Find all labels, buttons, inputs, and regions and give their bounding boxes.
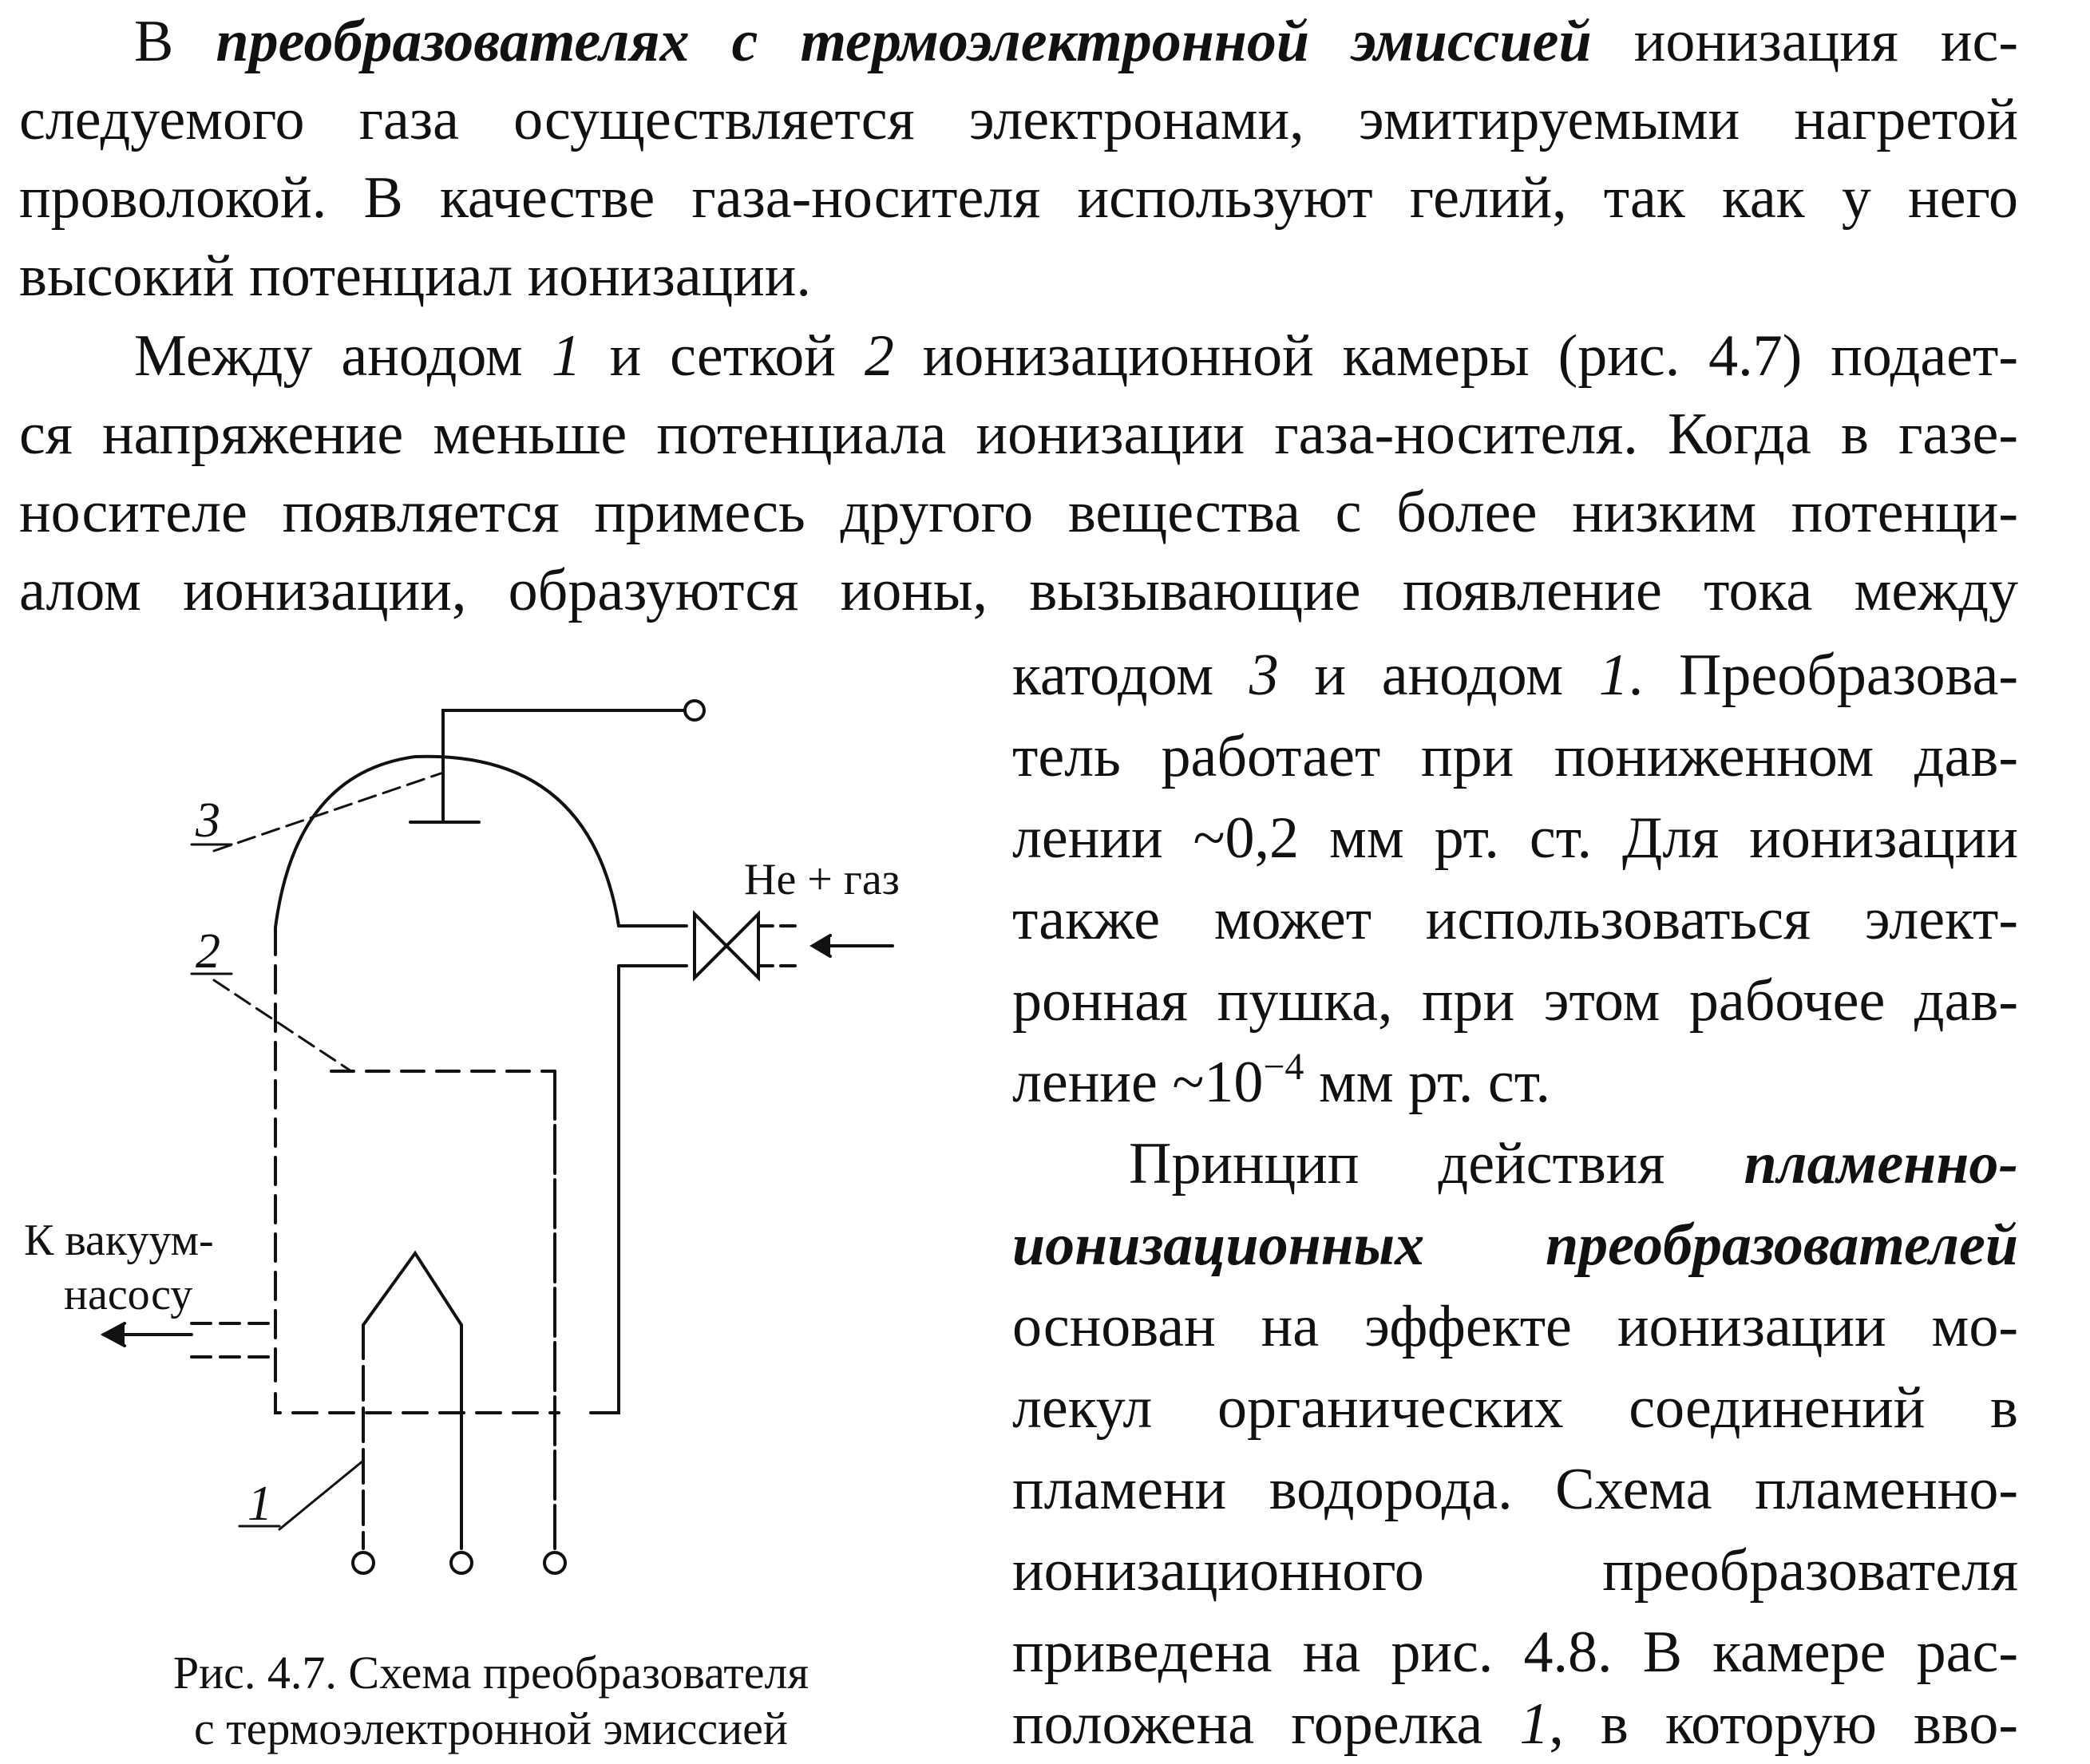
inlet-arrow-head — [813, 935, 830, 956]
p3-line-6: ионизационного преобразователя — [1012, 1538, 2018, 1604]
chamber-left-wall-lower — [275, 1357, 559, 1413]
p2-line-7: лении ~0,2 мм рт. ст. Для ионизации — [1012, 805, 2018, 871]
outlet-label-1: К вакуум- — [24, 1216, 214, 1265]
cathode-plate — [410, 756, 479, 822]
p2-line-2: ся напряжение меньше потенциала ионизации газа-носителя. Когда в газе- — [19, 401, 2018, 467]
p2-line-5: катодом 3 и анодом 1. Преобразова- — [1012, 643, 2018, 708]
p3-line-3: основан на эффекте ионизации мо- — [1012, 1294, 2018, 1359]
anode-terminal-right — [451, 1552, 472, 1573]
anode-filament — [363, 1253, 461, 1325]
p3-line-8: положена горелка 1, в которую вво- — [1012, 1691, 2018, 1757]
cathode-lead — [443, 710, 687, 756]
p3-line-2: ионизационных преобразователей — [1012, 1212, 2018, 1278]
label-1: 1 — [247, 1477, 272, 1531]
grid-terminal — [544, 1552, 565, 1573]
p3-line-1: Принцип действия пламенно- — [1129, 1131, 2018, 1196]
p1-line-4: высокий потенциал ионизации. — [19, 243, 811, 309]
pump-outlet-pipe — [192, 1323, 275, 1357]
inlet-valve — [695, 914, 758, 978]
p1-line-2: следуемого газа осуществляется электронами, эмитируемыми нагретой — [19, 87, 2018, 152]
outlet-arrow-head — [104, 1323, 125, 1346]
p2-line-10: ление $\sim 10^{-4}$ мм рт. ст. — [1012, 1046, 1551, 1115]
figure-caption-line-1: Рис. 4.7. Схема преобразователя — [172, 1647, 809, 1699]
cathode-terminal — [685, 701, 704, 720]
label-3: 3 — [196, 793, 220, 848]
inlet-pipe — [758, 926, 798, 966]
p2-line-4: алом ионизации, образуются ионы, вызывающие появление тока между — [19, 558, 2018, 623]
chamber-right-wall — [591, 926, 687, 1413]
p2-line-1: Между анодом 1 и сеткой 2 ионизационной камеры (рис. 4.7) подает- — [134, 323, 2018, 389]
p1-line-3: проволокой. В качестве газа-носителя используют гелий, так как у него — [19, 165, 2018, 231]
p2-line-6: тель работает при пониженном дав- — [1012, 724, 2018, 789]
leader-1 — [279, 1461, 363, 1529]
p3-line-5: пламени водорода. Схема пламенно- — [1012, 1457, 2018, 1522]
figure-diagram — [0, 670, 982, 1652]
anode-terminal-left — [353, 1552, 374, 1573]
leader-3 — [214, 773, 443, 851]
outlet-label-2: насосу — [64, 1270, 193, 1319]
label-2: 2 — [196, 924, 220, 979]
figure-caption-line-2: с термоэлектронной эмиссией — [194, 1703, 788, 1754]
p3-line-7: приведена на рис. 4.8. В камере рас- — [1012, 1620, 2018, 1685]
chamber-dome — [275, 757, 619, 927]
p2-line-9: ронная пушка, при этом рабочее дав- — [1012, 968, 2018, 1034]
inlet-label: He + газ — [744, 855, 900, 904]
p2-line-3: носителе появляется примесь другого вещества с более низким потенци- — [19, 480, 2018, 545]
p1-line-1: В преобразователях с термоэлектронной эмиссией ионизация ис- — [134, 9, 2018, 74]
p2-line-8: также может использоваться элект- — [1012, 887, 2018, 952]
p3-line-4: лекул органических соединений в — [1012, 1375, 2018, 1441]
term-thermoelectronic: преобразователях с термоэлектронной эмиссией — [216, 9, 1592, 74]
leader-2 — [214, 980, 351, 1071]
